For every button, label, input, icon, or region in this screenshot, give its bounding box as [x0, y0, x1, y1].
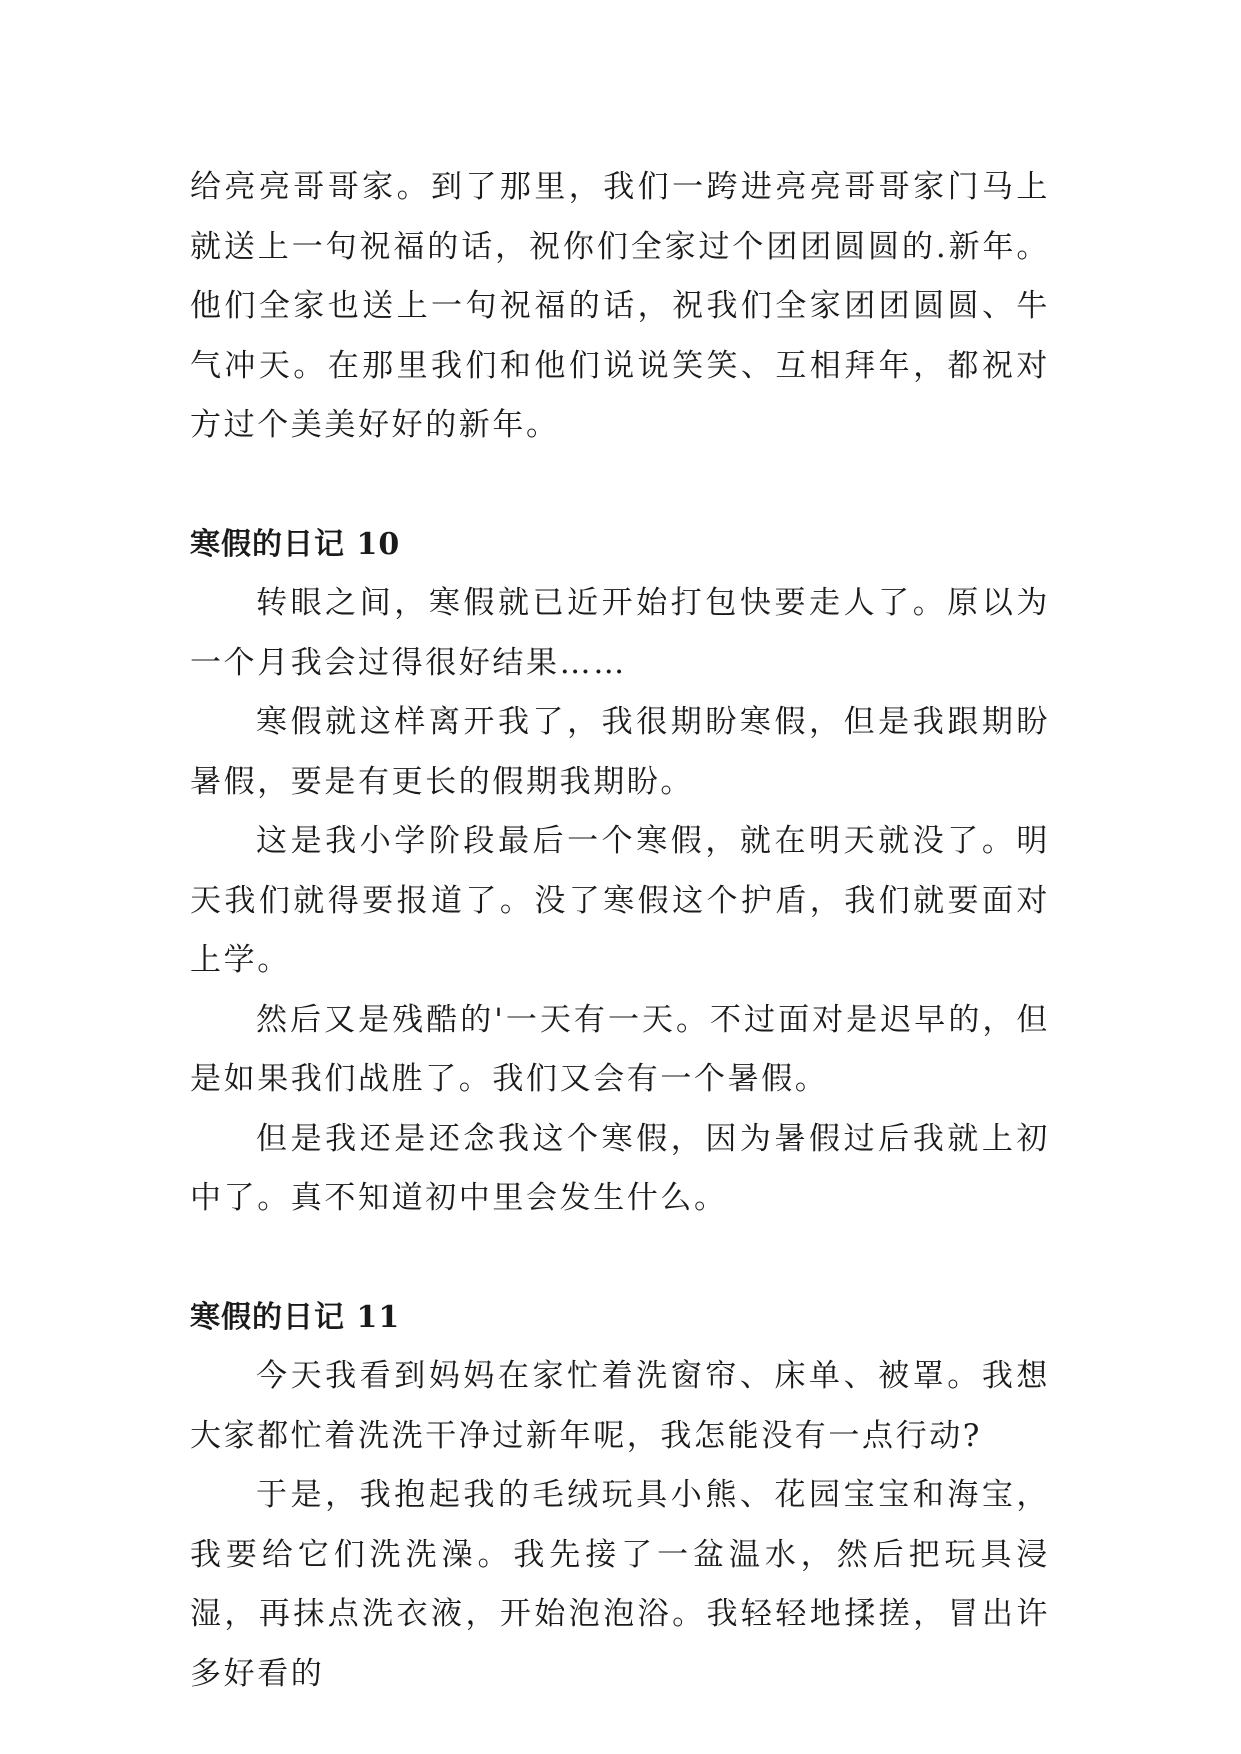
diary-entry-11	[190, 1288, 1050, 1705]
diary-entry-10-paragraph-3: 这是我小学阶段最后一个寒假，就在明天就没了。明天我们就得要报道了。没了寒假这个护盾，我们就要面对上学。	[190, 823, 1050, 978]
diary-entry-10-paragraph-4: 然后又是残酷的'一天有一天。不过面对是迟早的，但是如果我们战胜了。我们又会有一个暑假。	[190, 1001, 1050, 1097]
diary-entry-11-paragraph-2: 于是，我抱起我的毛绒玩具小熊、花园宝宝和海宝，我要给它们洗洗澡。我先接了一盆温水，然后把玩具浸湿，再抹点洗衣液，开始泡泡浴。我轻轻地揉搓，冒出许多好看的	[190, 1477, 1050, 1692]
intro-paragraph: 给亮亮哥哥家。到了那里，我们一跨进亮亮哥哥家门马上就送上一句祝福的话，祝你们全家过个团团圆圆的.新年。他们全家也送上一句祝福的话，祝我们全家团团圆圆、牛气冲天。在那里我们和他们说说笑笑、互相拜年，都祝对方过个美美好好的新年。	[190, 169, 1050, 443]
diary-entry-10-paragraph-1: 转眼之间，寒假就已近开始打包快要走人了。原以为一个月我会过得很好结果……	[190, 585, 1050, 681]
document-page	[190, 158, 1050, 1704]
diary-entry-10-heading: 寒假的日记 10	[190, 526, 401, 562]
section-gap	[190, 456, 1050, 515]
diary-entry-11-heading: 寒假的日记 11	[190, 1299, 401, 1335]
diary-entry-11-paragraph-1: 今天我看到妈妈在家忙着洗窗帘、床单、被罩。我想大家都忙着洗洗干净过新年呢，我怎能没有一点行动?	[190, 1358, 1050, 1454]
diary-entry-10-paragraph-2: 寒假就这样离开我了，我很期盼寒假，但是我跟期盼暑假，要是有更长的假期我期盼。	[190, 704, 1050, 800]
section-gap	[190, 1229, 1050, 1288]
diary-entry-10	[190, 515, 1050, 1229]
diary-entry-10-paragraph-5: 但是我还是还念我这个寒假，因为暑假过后我就上初中了。真不知道初中里会发生什么。	[190, 1120, 1050, 1216]
